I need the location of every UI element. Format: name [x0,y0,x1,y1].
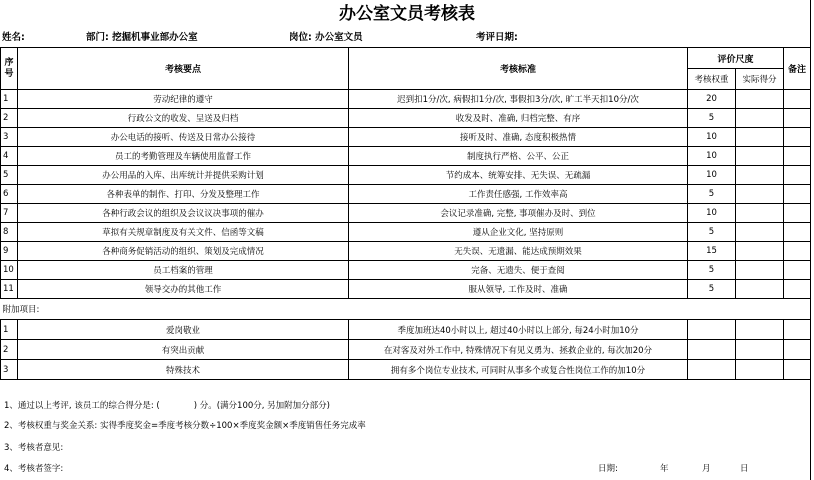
table-row [1,242,811,261]
department-label: 部门: 挖掘机事业部办公室 [86,32,198,43]
row-assessment-standard: 完备、无遗失、便于查阅 [349,261,688,280]
row-remark[interactable] [784,242,811,261]
row-remark[interactable] [784,223,811,242]
assessment-table [0,47,811,380]
row-number: 8 [1,223,18,242]
row-remark[interactable] [784,280,811,299]
point-header: 考核要点 [18,48,349,90]
table-row [1,185,811,204]
row-remark[interactable] [784,90,811,109]
row-remark[interactable] [784,185,811,204]
extra-row-point: 爱岗敬业 [18,320,349,340]
row-remark[interactable] [784,204,811,223]
table-row [1,90,811,109]
extra-row-actual-score[interactable] [736,320,784,340]
row-weight: 10 [688,147,736,166]
extra-row-weight[interactable] [688,360,736,380]
remark-header: 备注 [784,48,811,90]
footer-line-1: 1、通过以上考评, 该员工的综合得分是: ( ) 分。(满分100分, 另加附加分部分) [4,401,330,411]
extra-row-standard: 在对客及对外工作中, 特殊情况下有见义勇为、拯救企业的, 每次加20分 [349,340,688,360]
row-actual-score[interactable] [736,90,784,109]
row-actual-score[interactable] [736,166,784,185]
footer-line-4: 4、考核者签字: [4,464,64,474]
row-actual-score[interactable] [736,204,784,223]
table-row [1,261,811,280]
row-actual-score[interactable] [736,261,784,280]
year-label: 年 [660,464,669,474]
standard-header: 考核标准 [349,48,688,90]
row-assessment-standard: 制度执行严格、公平、公正 [349,147,688,166]
row-weight: 5 [688,109,736,128]
row-remark[interactable] [784,261,811,280]
row-assessment-standard: 会议记录准确, 完整, 事项催办及时、到位 [349,204,688,223]
row-actual-score[interactable] [736,109,784,128]
row-assessment-standard: 遵从企业文化, 坚持原则 [349,223,688,242]
row-weight: 10 [688,128,736,147]
row-actual-score[interactable] [736,185,784,204]
table-row [1,204,811,223]
row-weight: 5 [688,223,736,242]
month-label: 月 [702,464,711,474]
row-assessment-point: 领导交办的其他工作 [18,280,349,299]
extra-row-number: 3 [1,360,18,380]
extra-row-remark[interactable] [784,360,811,380]
row-assessment-standard: 无失误、无遗漏、能达成预期效果 [349,242,688,261]
table-row [1,109,811,128]
extra-row [1,360,811,380]
actual-score-header: 实际得分 [736,69,784,90]
row-assessment-point: 员工档案的管理 [18,261,349,280]
row-actual-score[interactable] [736,128,784,147]
row-number: 5 [1,166,18,185]
extra-row-weight[interactable] [688,320,736,340]
row-weight: 5 [688,280,736,299]
row-number: 2 [1,109,18,128]
extra-row-point: 特殊技术 [18,360,349,380]
extra-row [1,320,811,340]
row-number: 10 [1,261,18,280]
row-number: 4 [1,147,18,166]
row-number: 1 [1,90,18,109]
row-number: 11 [1,280,18,299]
row-weight: 10 [688,204,736,223]
table-row [1,280,811,299]
extra-row-number: 1 [1,320,18,340]
row-weight: 5 [688,261,736,280]
row-weight: 10 [688,166,736,185]
row-assessment-standard: 迟到扣1分/次, 病假扣1分/次, 事假扣3分/次, 旷工半天扣10分/次 [349,90,688,109]
row-assessment-point: 员工的考勤管理及车辆使用监督工作 [18,147,349,166]
extra-row-standard: 季度加班达40小时以上, 超过40小时以上部分, 每24小时加10分 [349,320,688,340]
row-remark[interactable] [784,128,811,147]
extra-row-standard: 拥有多个岗位专业技术, 可同时从事多个或复合性岗位工作的加10分 [349,360,688,380]
extra-row-weight[interactable] [688,340,736,360]
row-assessment-standard: 收发及时、准确, 归档完整、有序 [349,109,688,128]
table-row [1,128,811,147]
row-weight: 15 [688,242,736,261]
row-assessment-point: 办公电话的接听、传送及日常办公接待 [18,128,349,147]
eval-date-label: 考评日期: [476,32,518,43]
extra-row-number: 2 [1,340,18,360]
table-row [1,166,811,185]
row-number: 7 [1,204,18,223]
row-assessment-point: 各种表单的制作、打印、分发及整理工作 [18,185,349,204]
table-row [1,147,811,166]
row-assessment-point: 各种行政会议的组织及会议议决事项的催办 [18,204,349,223]
day-label: 日 [740,464,749,474]
row-number: 3 [1,128,18,147]
row-assessment-standard: 接听及时、准确, 态度积极热情 [349,128,688,147]
date-label: 日期: [598,464,618,474]
row-assessment-standard: 工作责任感强, 工作效率高 [349,185,688,204]
row-actual-score[interactable] [736,280,784,299]
row-assessment-point: 劳动纪律的遵守 [18,90,349,109]
extra-row-remark[interactable] [784,320,811,340]
table-row [1,223,811,242]
position-label: 岗位: 办公室文员 [289,32,363,43]
extra-row-actual-score[interactable] [736,340,784,360]
extra-row [1,340,811,360]
page-edge-line [810,0,811,480]
row-number: 6 [1,185,18,204]
row-weight: 5 [688,185,736,204]
name-label: 姓名: [2,32,25,43]
footer-line-2: 2、考核权重与奖金关系: 实得季度奖金=季度考核分数÷100×季度奖金额×季度销售任务完成率 [4,421,366,431]
footer-line-3: 3、考核者意见: [4,443,64,453]
row-remark[interactable] [784,166,811,185]
row-actual-score[interactable] [736,242,784,261]
scale-header: 评价尺度 [688,48,784,69]
extra-row-remark[interactable] [784,340,811,360]
weight-header: 考核权重 [688,69,736,90]
row-assessment-point: 草拟有关规章制度及有关文件、信函等文稿 [18,223,349,242]
row-number: 9 [1,242,18,261]
row-remark[interactable] [784,147,811,166]
row-weight: 20 [688,90,736,109]
row-assessment-standard: 节约成本、统筹安排、无失误、无疏漏 [349,166,688,185]
row-assessment-point: 各种商务促销活动的组织、策划及完成情况 [18,242,349,261]
row-actual-score[interactable] [736,147,784,166]
row-assessment-standard: 服从领导, 工作及时、准确 [349,280,688,299]
extra-row-actual-score[interactable] [736,360,784,380]
row-assessment-point: 办公用品的入库、出库统计并提供采购计划 [18,166,349,185]
seq-header: 序号 [1,48,18,90]
row-assessment-point: 行政公文的收发、呈送及归档 [18,109,349,128]
extra-row-point: 有突出贡献 [18,340,349,360]
extra-items-label: 附加项目: [1,299,811,320]
extra-items-row [1,299,811,320]
row-remark[interactable] [784,109,811,128]
page-title: 办公室文员考核表 [339,4,475,24]
row-actual-score[interactable] [736,223,784,242]
